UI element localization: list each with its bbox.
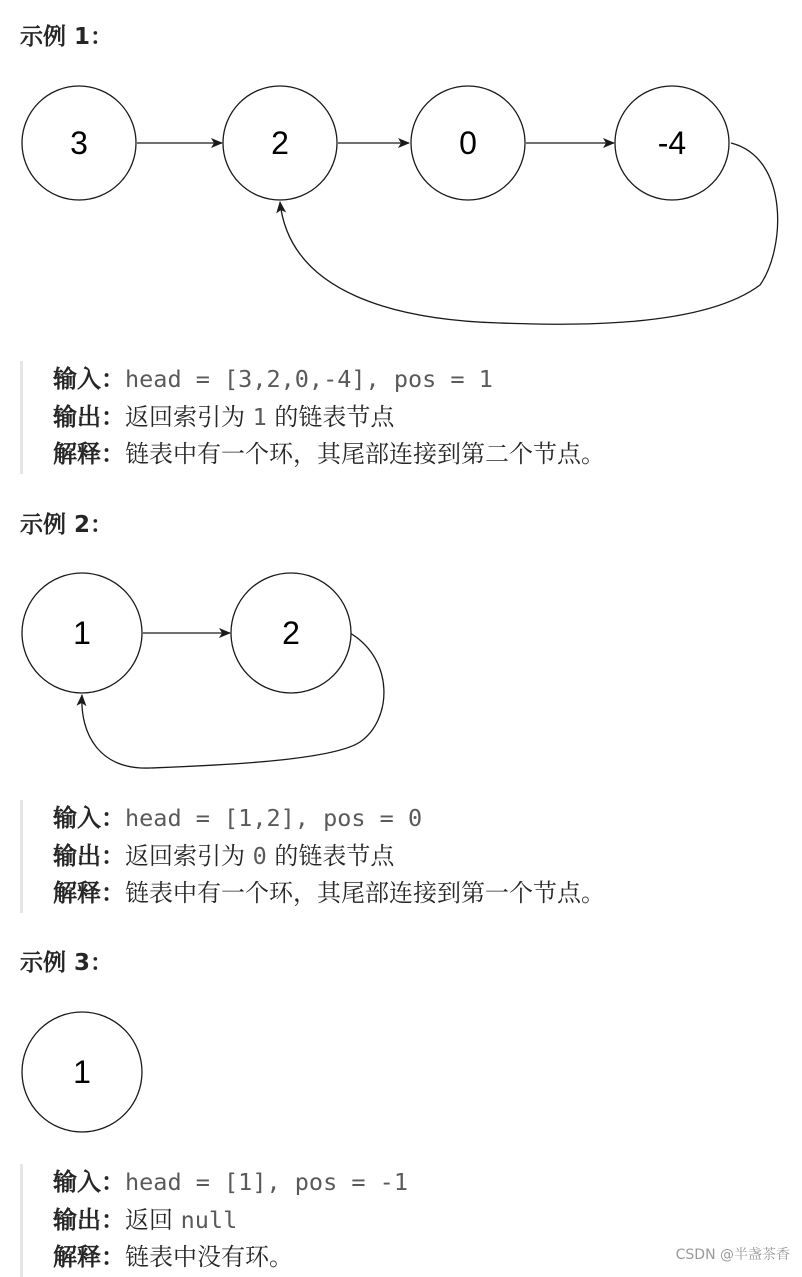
input-row	[53, 1164, 700, 1202]
explain-row	[53, 436, 700, 474]
output-label: 输出：	[53, 402, 125, 431]
explain-row	[53, 875, 700, 913]
example-2-heading: 示例 2：	[20, 512, 114, 538]
svg-text:2: 2	[282, 615, 300, 651]
example-3-diagram	[0, 1009, 802, 1139]
output-label: 输出：	[53, 1205, 125, 1234]
input-code: head = [1], pos = -1	[125, 1168, 408, 1196]
example-1-diagram	[0, 80, 802, 340]
output-code: null	[180, 1205, 238, 1234]
watermark: CSDN @半盏茶香	[675, 1247, 790, 1263]
output-text-suffix: 的链表节点	[266, 841, 395, 870]
explain-label: 解释：	[53, 879, 125, 907]
explain-text: 链表中有一个环，其尾部连接到第一个节点。	[125, 879, 605, 907]
example-2-block	[20, 800, 700, 913]
output-code: 1	[252, 402, 267, 431]
explain-label: 解释：	[53, 440, 125, 468]
list-node	[411, 86, 525, 200]
input-label: 输入：	[53, 365, 125, 393]
list-node	[615, 86, 729, 200]
example-2-diagram	[0, 570, 802, 780]
output-code: 0	[252, 841, 267, 870]
input-label: 输入：	[53, 1168, 125, 1196]
output-text-suffix: 的链表节点	[266, 402, 395, 431]
list-node	[231, 573, 351, 693]
input-code: head = [3,2,0,-4], pos = 1	[125, 365, 493, 393]
example-3-heading: 示例 3：	[20, 950, 114, 976]
example-1-heading: 示例 1：	[20, 24, 114, 50]
explain-text: 链表中没有环。	[125, 1243, 293, 1271]
explain-label: 解释：	[53, 1243, 125, 1271]
explain-row	[53, 1239, 700, 1277]
output-row	[53, 1202, 700, 1240]
list-node	[22, 573, 142, 693]
svg-text:1: 1	[73, 615, 91, 651]
input-label: 输入：	[53, 804, 125, 832]
svg-text:3: 3	[70, 125, 88, 161]
output-text: 返回索引为	[125, 841, 253, 870]
svg-text:-4: -4	[657, 125, 687, 161]
list-node	[22, 1012, 142, 1132]
input-row	[53, 361, 700, 399]
output-label: 输出：	[53, 841, 125, 870]
example-3-block	[20, 1164, 700, 1277]
input-row	[53, 800, 700, 838]
output-text: 返回	[125, 1205, 181, 1234]
output-text: 返回索引为	[125, 402, 253, 431]
svg-text:1: 1	[73, 1054, 91, 1090]
list-node	[22, 86, 136, 200]
svg-text:0: 0	[459, 125, 477, 161]
output-row	[53, 399, 700, 437]
example-1-block	[20, 361, 700, 474]
input-code: head = [1,2], pos = 0	[125, 804, 423, 832]
explain-text: 链表中有一个环，其尾部连接到第二个节点。	[125, 440, 605, 468]
svg-text:2: 2	[271, 125, 289, 161]
output-row	[53, 838, 700, 876]
list-node	[223, 86, 337, 200]
